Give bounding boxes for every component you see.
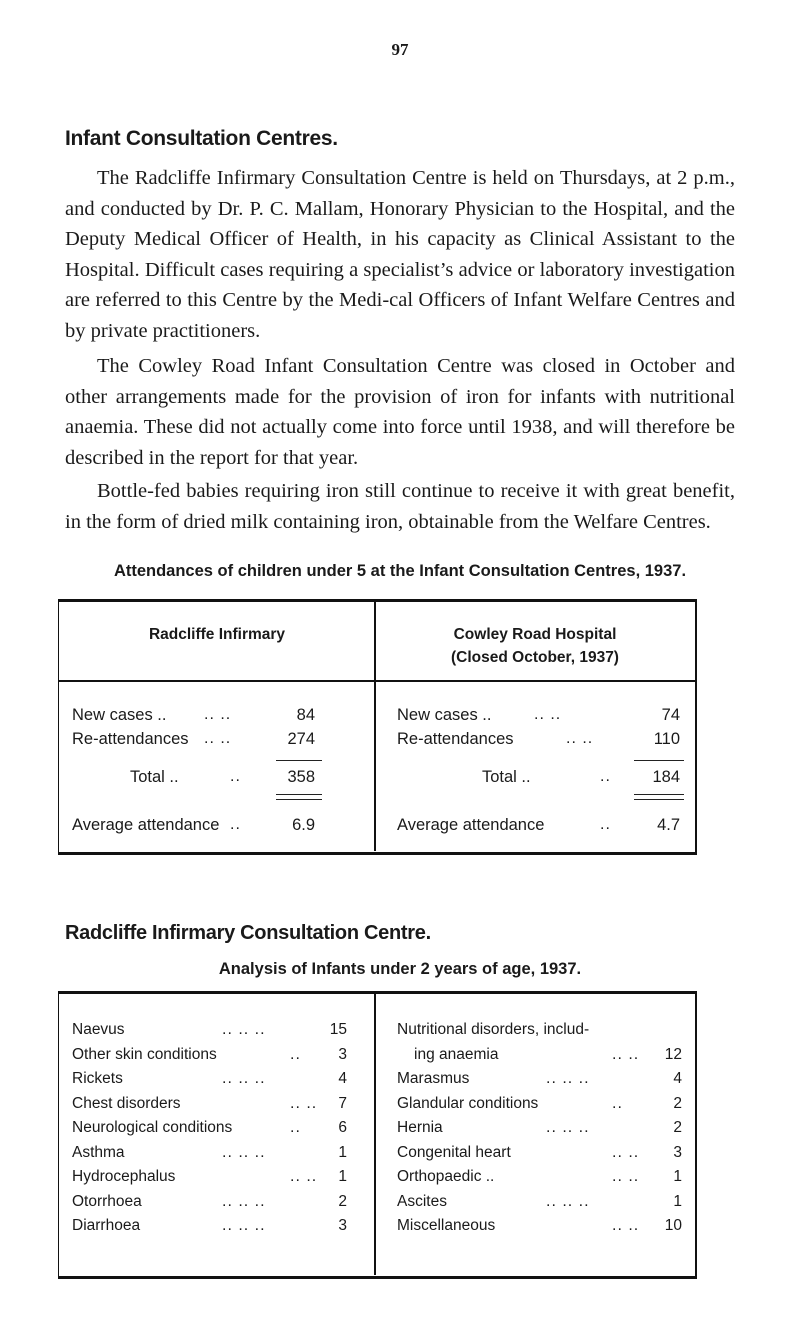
right-row-dots: .. .. — [612, 1045, 640, 1063]
table1-left-header: Radcliffe Infirmary — [148, 626, 286, 643]
right-reattendances-dots: .. .. — [566, 730, 594, 747]
right-reattendances-value: 110 — [653, 730, 680, 748]
left-average-dots: .. — [230, 816, 241, 833]
left-row-dots: .. .. — [290, 1168, 318, 1185]
right-total-rule — [634, 760, 684, 761]
left-row-label: Diarrhoea — [72, 1217, 141, 1234]
right-row-value: 1 — [673, 1168, 682, 1185]
left-total-label: Total .. — [130, 768, 179, 786]
paragraph-2: The Cowley Road Infant Consultation Centre was closed in October and other arrangements made for the provision of iron for infants with nutritional anaemia. These did not actually come into force until 1938, and will therefore be described in the report for that year. — [65, 355, 735, 469]
left-row-dots: .. .. — [290, 1094, 318, 1112]
left-new-cases-dots: .. .. — [204, 706, 232, 723]
right-reattendances-label: Re-attendances — [397, 730, 514, 748]
left-row-dots: .. .. .. — [222, 1070, 266, 1087]
right-average-dots: .. — [600, 816, 611, 833]
left-row-dots: .. .. .. — [222, 1217, 266, 1234]
section2-heading: Radcliffe Infirmary Consultation Centre. — [65, 922, 431, 944]
left-average-value: 6.9 — [292, 816, 315, 834]
left-total-dots: .. — [230, 768, 241, 785]
right-new-cases-label: New cases .. — [397, 706, 492, 724]
right-row-dots: .. .. .. — [546, 1192, 590, 1210]
right-row-dots: .. .. — [612, 1143, 640, 1161]
left-row-dots: .. — [290, 1045, 301, 1063]
right-row-dots: .. .. .. — [546, 1070, 590, 1087]
right-row-label: Ascites — [397, 1192, 447, 1210]
section2-subheading: Analysis of Infants under 2 years of age, 1937. — [218, 960, 582, 978]
right-row-value: 1 — [673, 1192, 682, 1210]
left-reattendances-value: 274 — [287, 730, 315, 748]
right-row-dots: .. — [612, 1094, 623, 1112]
right-new-cases-value: 74 — [661, 706, 680, 724]
right-row-value: 4 — [673, 1070, 682, 1087]
left-row-label: Other skin conditions — [72, 1045, 217, 1063]
section-heading: Infant Consultation Centres. — [65, 127, 338, 150]
left-row-value: 6 — [338, 1119, 347, 1136]
left-row-label: Chest disorders — [72, 1094, 181, 1112]
right-row-dots: .. .. — [612, 1217, 640, 1234]
left-new-cases-label: New cases .. — [72, 706, 167, 724]
left-row-value: 4 — [338, 1070, 347, 1087]
left-row-value: 1 — [338, 1143, 347, 1161]
left-row-label: Otorrhoea — [72, 1192, 142, 1210]
table2-column-divider — [374, 993, 376, 1275]
left-row-value: 1 — [338, 1168, 347, 1185]
left-row-value: 15 — [329, 1021, 347, 1038]
left-row-value: 7 — [338, 1094, 347, 1112]
right-row-label: Orthopaedic .. — [397, 1168, 495, 1185]
left-reattendances-dots: .. .. — [204, 730, 232, 747]
right-row-label: Miscellaneous — [397, 1217, 496, 1234]
left-row-dots: .. .. .. — [222, 1143, 266, 1161]
left-row-value: 2 — [338, 1192, 347, 1210]
right-row-value: 2 — [673, 1119, 682, 1136]
right-row-label: Marasmus — [397, 1070, 470, 1087]
right-row-label: Congenital heart — [397, 1143, 511, 1161]
left-row-label: Hydrocephalus — [72, 1168, 176, 1185]
left-row-value: 3 — [338, 1217, 347, 1234]
right-average-label: Average attendance — [397, 816, 545, 834]
left-row-label: Asthma — [72, 1143, 125, 1161]
left-total-double-rule — [276, 794, 322, 800]
right-total-double-rule — [634, 794, 684, 800]
left-row-value: 3 — [338, 1045, 347, 1063]
right-row-value: 12 — [664, 1045, 682, 1063]
table1-caption: Attendances of children under 5 at the Infant Consultation Centres, 1937. — [113, 562, 687, 580]
right-row-value: 2 — [673, 1094, 682, 1112]
left-row-label: Naevus — [72, 1021, 125, 1038]
right-row-value: 10 — [664, 1217, 682, 1234]
right-row-value: 3 — [673, 1143, 682, 1161]
table1-header-divider — [58, 680, 696, 682]
left-new-cases-value: 84 — [296, 706, 315, 724]
right-total-label: Total .. — [482, 768, 531, 786]
right-total-dots: .. — [600, 768, 611, 785]
right-row-label: Hernia — [397, 1119, 443, 1136]
left-row-dots: .. — [290, 1119, 301, 1136]
table1-right-header-line2: (Closed October, 1937) — [451, 649, 619, 666]
left-total-rule — [276, 760, 322, 761]
page-number: 97 — [391, 40, 409, 59]
left-row-dots: .. .. .. — [222, 1021, 266, 1038]
right-new-cases-dots: .. .. — [534, 706, 562, 723]
paragraph-1: The Radcliffe Infirmary Consultation Centre is held on Thursdays, at 2 p.m., and conducted by Dr. P. C. Mallam, Honorary Physician to the Hospital, and the Deputy Medical Officer of Health, in his capacity as Clinical Assistant to the Hospital. Difficult cases requiring a specialist’s advice or laboratory investigation are referred to this Centre by the Medi-cal Officers of Infant Welfare Centres and by private practitioners. — [65, 167, 735, 342]
right-row-label: Nutritional disorders, includ- — [397, 1021, 590, 1038]
left-row-label: Rickets — [72, 1070, 123, 1087]
left-reattendances-label: Re-attendances — [72, 730, 189, 748]
left-row-dots: .. .. .. — [222, 1192, 266, 1210]
left-row-label: Neurological conditions — [72, 1119, 233, 1136]
right-total-value: 184 — [652, 768, 680, 786]
table1-right-header-line1: Cowley Road Hospital — [453, 626, 617, 643]
left-average-label: Average attendance — [72, 816, 220, 834]
left-total-value: 358 — [287, 768, 315, 786]
right-row-dots: .. .. — [612, 1168, 640, 1185]
right-row-dots: .. .. .. — [546, 1119, 590, 1136]
right-row-label: Glandular conditions — [397, 1094, 539, 1112]
right-row-label: ing anaemia — [414, 1045, 499, 1063]
right-average-value: 4.7 — [657, 816, 680, 834]
paragraph-3: Bottle-fed babies requiring iron still continue to receive it with great benefit, in the form of dried milk containing iron, obtainable from the Welfare Centres. — [65, 480, 735, 533]
